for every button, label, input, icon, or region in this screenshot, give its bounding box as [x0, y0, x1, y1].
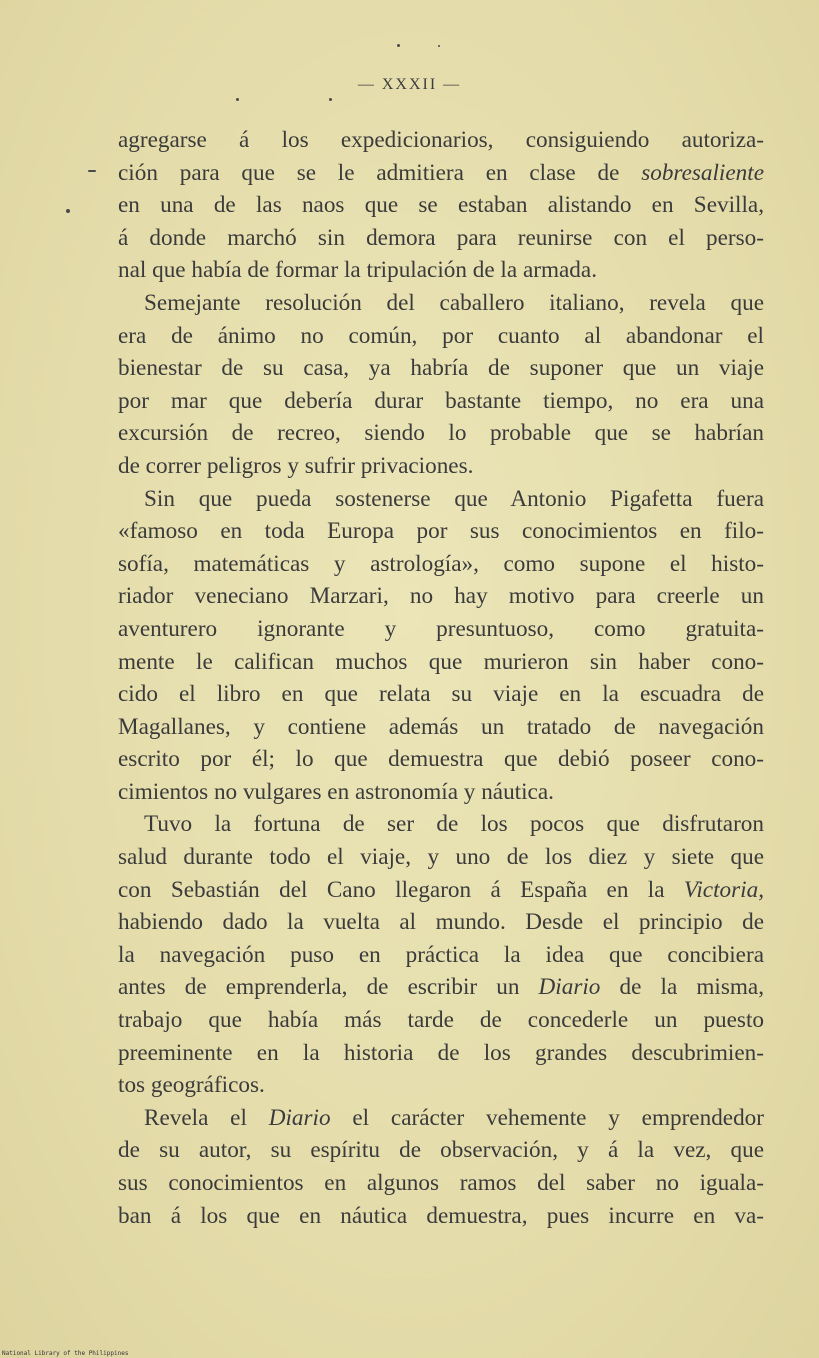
text-line-content: salud durante todo el viaje, y uno de los diez y siete que — [118, 844, 764, 871]
text-line-content: cimientos no vulgares en astronomía y náutica. — [118, 778, 554, 805]
text-line — [118, 483, 764, 516]
text-line — [118, 254, 764, 287]
library-watermark: National Library of the Philippines — [2, 1350, 129, 1357]
text-line-content: sofía, matemáticas y astrología», como supone el histo- — [118, 550, 764, 577]
text-line-content: Sin que pueda sostenerse que Antonio Pigafetta fuera — [144, 485, 764, 512]
text-line — [118, 124, 764, 157]
italic-word: Diario — [268, 1104, 331, 1131]
text-line-content: preeminente en la historia de los grandes descubrimien- — [118, 1039, 764, 1066]
text-line — [118, 971, 764, 1004]
text-line-content: habiendo dado la vuelta al mundo. Desde el principio de — [118, 909, 764, 936]
text-line — [118, 1004, 764, 1037]
text-line-content: sus conocimientos en algunos ramos del saber no iguala- — [118, 1170, 764, 1196]
text-line — [118, 1167, 764, 1200]
text-line-content: de correr peligros y sufrir privaciones. — [118, 452, 474, 479]
text-line-content: trabajo que había más tarde de concederle un puesto — [118, 1007, 764, 1034]
text-line — [118, 189, 764, 222]
text-line — [118, 874, 764, 907]
text-line-content: agregarse á los expedicionarios, consiguiendo autoriza- — [118, 127, 764, 153]
text-line-content: á donde marchó sin demora para reunirse con el perso- — [118, 224, 764, 251]
text-line — [118, 776, 764, 809]
text-line-content: mente le califican muchos que murieron sin haber cono- — [118, 648, 764, 675]
italic-word: sobresaliente — [641, 159, 764, 186]
text-line — [118, 613, 764, 646]
text-line-content: era de ánimo no común, por cuanto al abandonar el — [118, 322, 764, 349]
ink-speck — [438, 45, 440, 47]
text-line — [118, 678, 764, 711]
text-line-tail: de la misma, — [600, 974, 765, 1001]
text-line — [118, 450, 764, 483]
text-line-content: excursión de recreo, siendo lo probable que se habrían — [118, 420, 764, 447]
text-line — [118, 580, 764, 613]
text-line-content: Tuvo la fortuna de ser de los pocos que disfrutaron — [144, 811, 764, 838]
text-line — [118, 287, 764, 320]
text-line-content: aventurero ignorante y presuntuoso, como gratuita- — [118, 615, 764, 642]
ink-speck — [236, 98, 239, 101]
text-line — [118, 385, 764, 418]
text-line-tail: el carácter vehemente y emprendedor — [330, 1104, 764, 1131]
text-line — [118, 548, 764, 581]
text-line-content: Revela el — [144, 1104, 269, 1131]
page-number: — XXXII — — [357, 76, 462, 93]
text-line-content: riador veneciano Marzari, no hay motivo para creerle un — [118, 583, 764, 610]
text-line-content: escrito por él; lo que demuestra que debió poseer cono- — [118, 746, 764, 773]
text-line-content: bienestar de su casa, ya habría de suponer que un viaje — [118, 355, 764, 382]
text-line — [118, 939, 764, 972]
text-line — [118, 157, 764, 190]
text-line-content: la navegación puso en práctica la idea que concibiera — [118, 941, 764, 968]
text-line-content: tos geográficos. — [118, 1072, 265, 1099]
text-line — [118, 352, 764, 385]
text-line-content: Semejante resolución del caballero italiano, revela que — [144, 289, 764, 316]
text-line — [118, 711, 764, 744]
text-line-content: «famoso en toda Europa por sus conocimientos en filo- — [118, 518, 764, 545]
text-line — [118, 808, 764, 841]
ink-speck — [329, 98, 332, 101]
text-line — [118, 906, 764, 939]
text-line-content: por mar que debería durar bastante tiempo, no era una — [118, 387, 764, 414]
ink-speck — [397, 44, 400, 47]
text-line — [118, 1200, 764, 1233]
italic-word: Diario — [538, 974, 601, 1001]
text-line-content: con Sebastián del Cano llegaron á España en la — [118, 876, 684, 903]
ink-speck — [88, 170, 96, 172]
text-line-content: ción para que se le admitiera en clase de — [118, 159, 642, 186]
body-text — [118, 124, 764, 1232]
text-line — [118, 646, 764, 679]
text-line — [118, 1102, 764, 1135]
text-line — [118, 1134, 764, 1167]
text-line — [118, 743, 764, 776]
text-line — [118, 1037, 764, 1070]
text-line-content: ban á los que en náutica demuestra, pues incurre en va- — [118, 1202, 764, 1229]
text-line — [118, 1069, 764, 1102]
text-line — [118, 417, 764, 450]
text-line — [118, 515, 764, 548]
text-line-content: de su autor, su espíritu de observación, y á la vez, que — [118, 1137, 764, 1164]
text-line-content: en una de las naos que se estaban alistando en Sevilla, — [118, 192, 764, 219]
italic-word: Victoria, — [683, 876, 764, 903]
ink-speck — [66, 209, 70, 213]
text-line-content: cido el libro en que relata su viaje en la escuadra de — [118, 681, 764, 708]
text-line — [118, 841, 764, 874]
text-line-content: nal que había de formar la tripulación de la armada. — [118, 257, 597, 284]
text-line-content: antes de emprenderla, de escribir un — [118, 974, 539, 1001]
text-line — [118, 320, 764, 353]
text-line — [118, 222, 764, 255]
text-line-content: Magallanes, y contiene además un tratado de navegación — [118, 713, 764, 740]
